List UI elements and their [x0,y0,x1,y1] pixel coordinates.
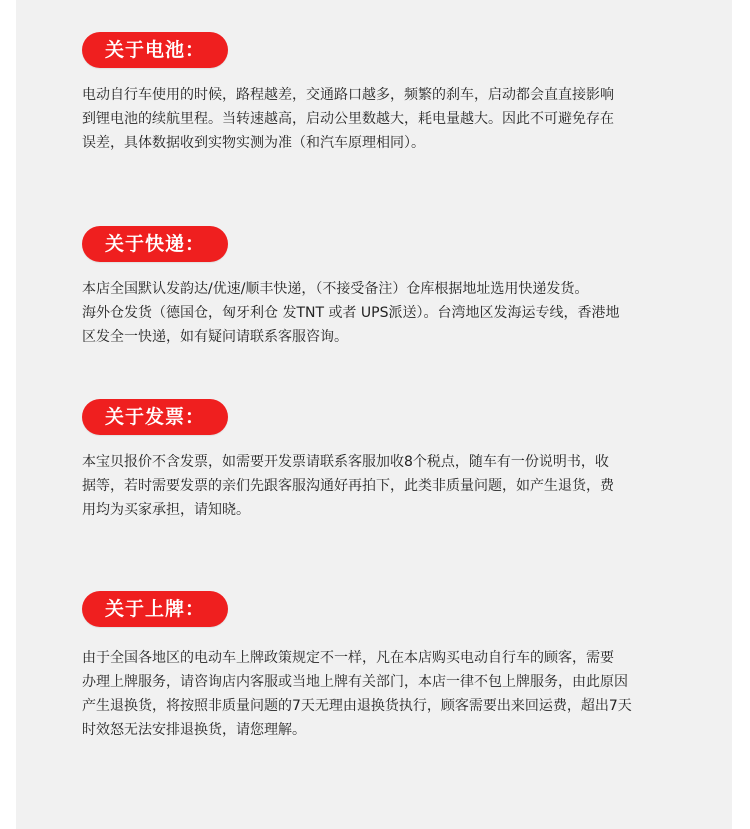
section-body-battery [82,83,682,155]
section-title-license: 关于上牌： [82,591,228,627]
section-body-license [82,646,682,742]
body-line: 海外仓发货（德国仓，匈牙利仓 发TNT 或者 UPS派送）。台湾地区发海运专线，香港地 [82,305,620,321]
body-line: 到锂电池的续航里程。当转速越高，启动公里数越大，耗电量越大。因此不可避免存在 [82,111,614,127]
body-line: 区发全一快递，如有疑问请联系客服咨询。 [82,329,348,345]
section-title-invoice: 关于发票： [82,399,228,435]
body-line: 用均为买家承担，请知晓。 [82,502,250,518]
section-title-shipping: 关于快递： [82,226,228,262]
body-line: 电动自行车使用的时候，路程越差，交通路口越多，频繁的刹车，启动都会直直接影响 [82,87,614,103]
body-line: 本宝贝报价不含发票，如需要开发票请联系客服加收8个税点，随车有一份说明书，收 [82,454,609,470]
body-line: 本店全国默认发韵达/优速/顺丰快递，（不接受备注）仓库根据地址选用快递发货。 [82,281,589,297]
section-title-battery: 关于电池： [82,32,228,68]
body-line: 时效怒无法安排退换货，请您理解。 [82,722,306,738]
body-line: 由于全国各地区的电动车上牌政策规定不一样，凡在本店购买电动自行车的顾客，需要 [82,650,614,666]
body-line: 据等，若时需要发票的亲们先跟客服沟通好再拍下，此类非质量问题，如产生退货，费 [82,478,614,494]
section-body-invoice [82,450,682,522]
body-line: 误差，具体数据收到实物实测为准（和汽车原理相同）。 [82,135,425,151]
body-line: 办理上牌服务，请咨询店内客服或当地上牌有关部门，本店一律不包上牌服务，由此原因 [82,674,628,690]
body-line: 产生退换货，将按照非质量问题的7天无理由退换货执行，顾客需要出来回运费，超出7天 [82,698,632,714]
section-body-shipping [82,277,682,349]
content-panel [16,0,732,829]
